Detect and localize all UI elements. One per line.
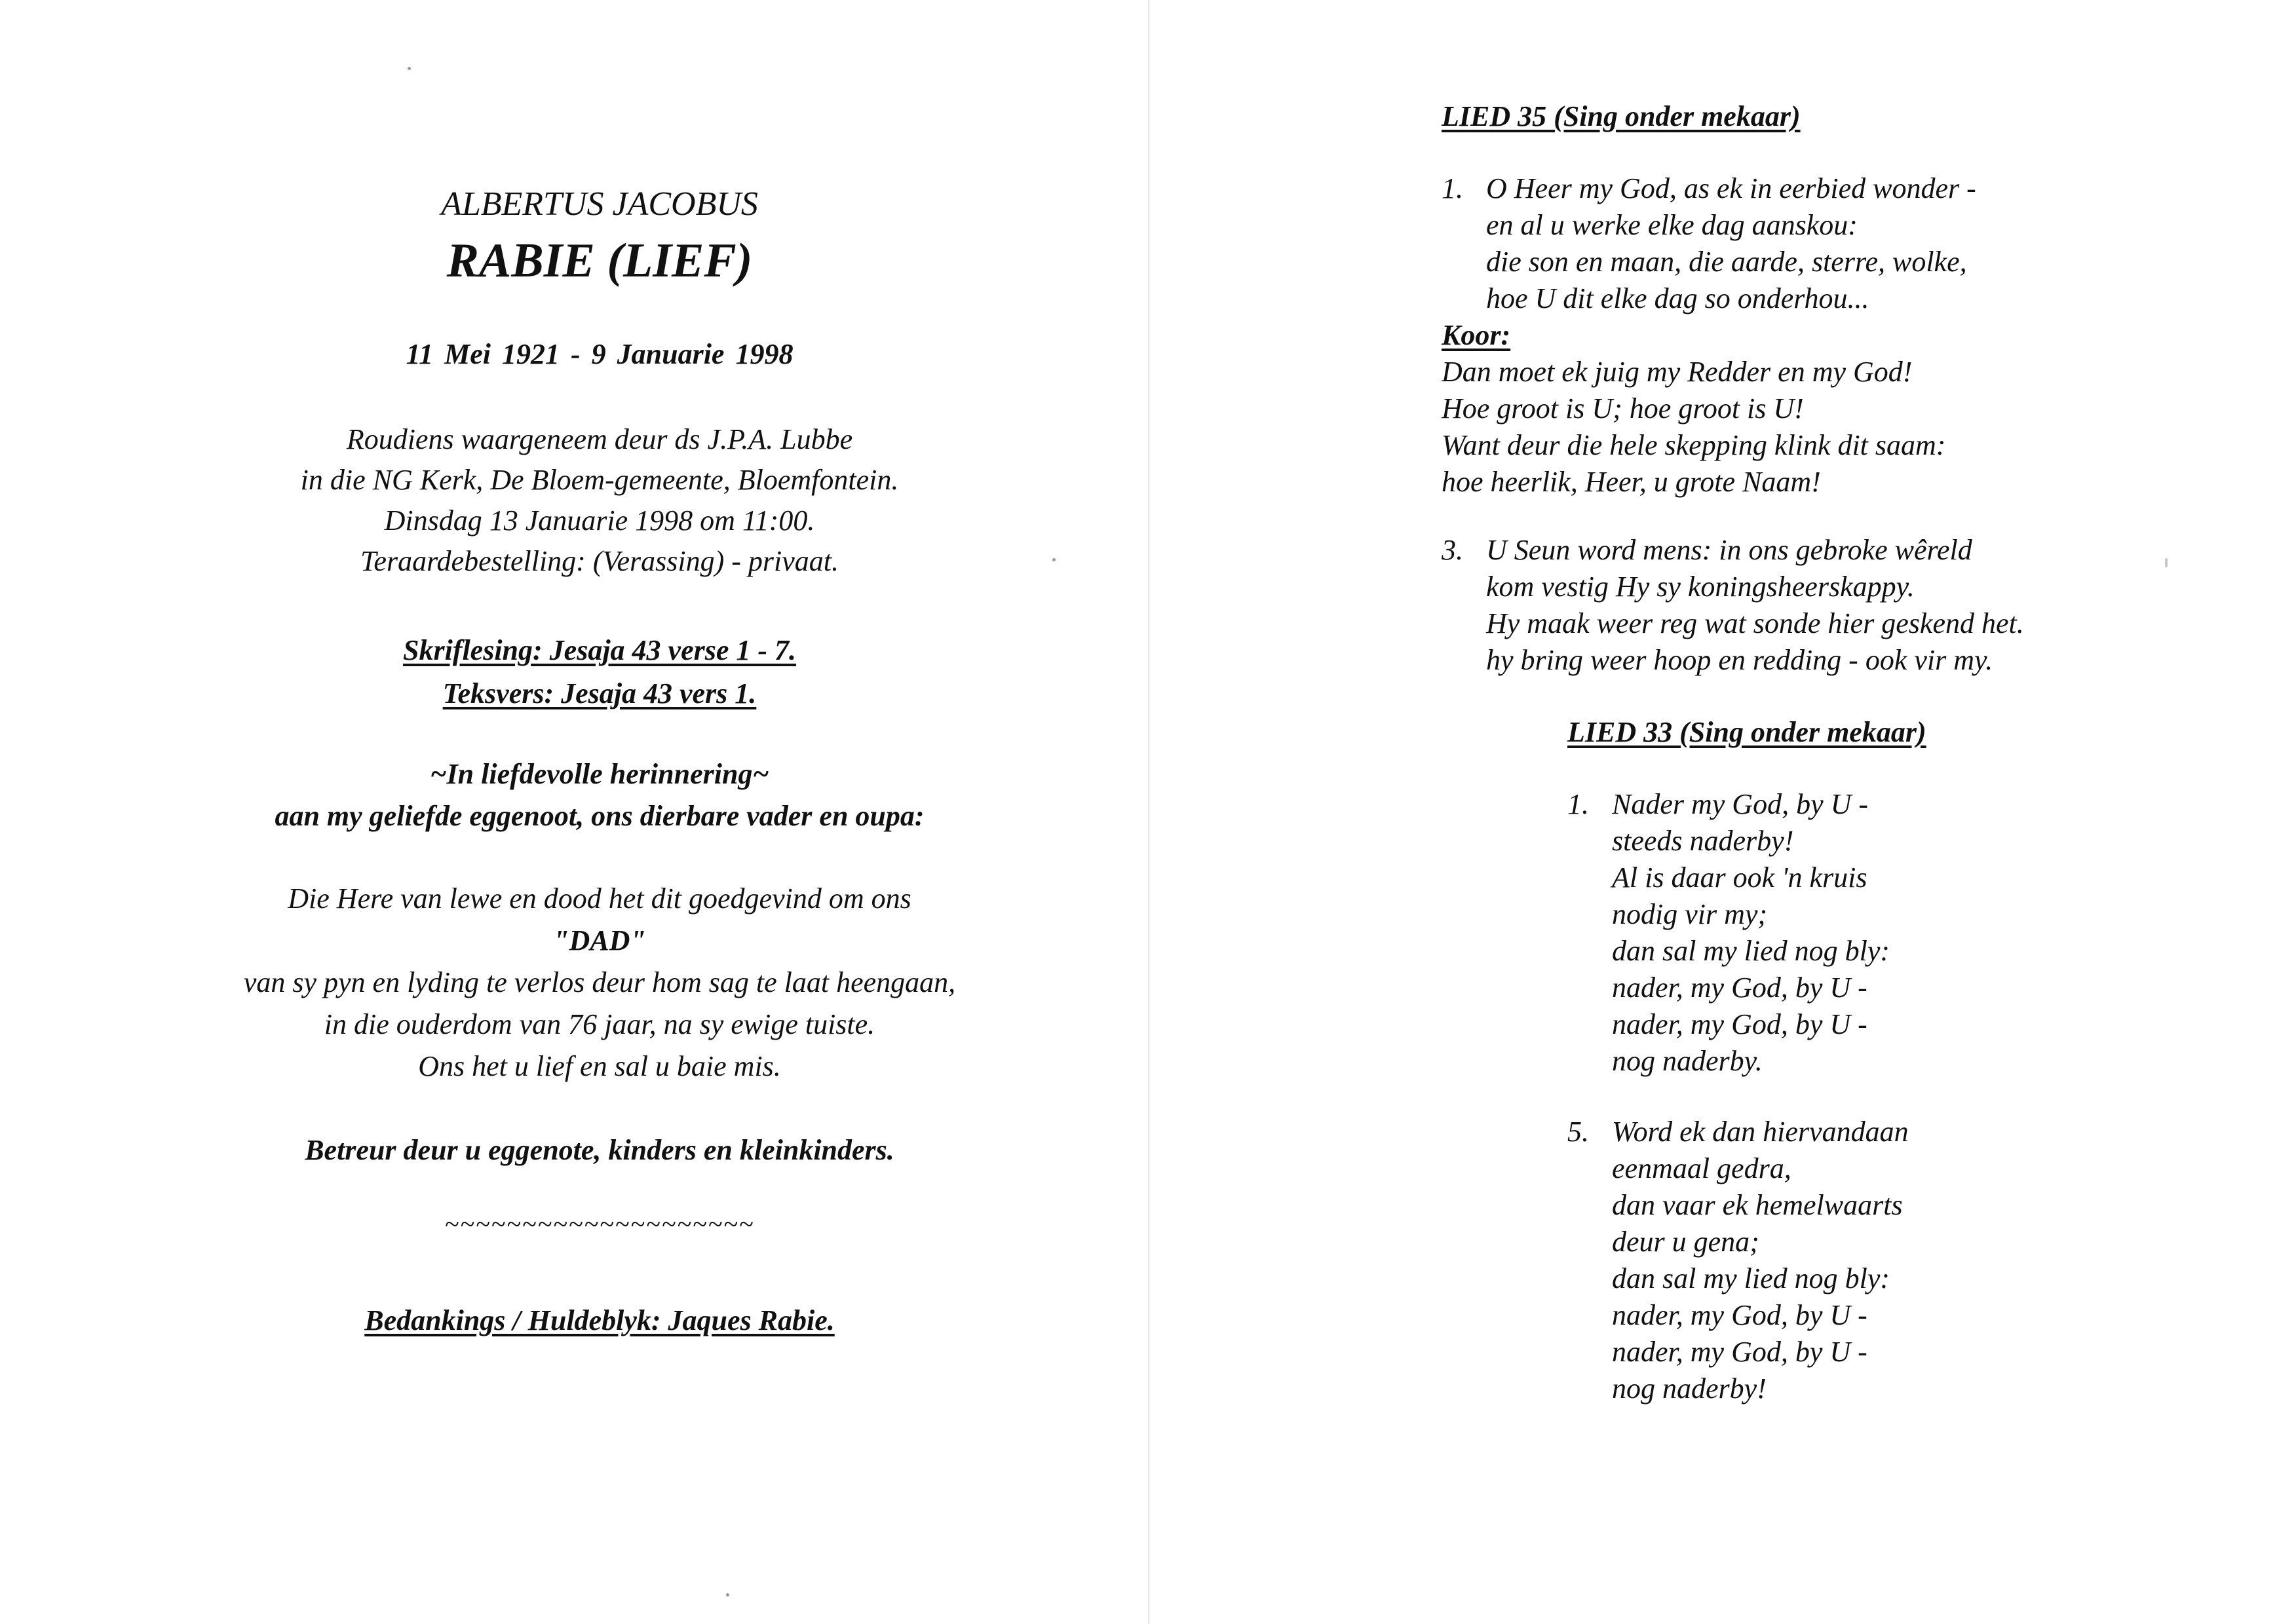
service-details [0, 419, 1199, 582]
mourned-by: Betreur deur u eggenote, kinders en kleinkinders. [305, 1134, 894, 1166]
scripture-reading: Skriflesing: Jesaja 43 verse 1 - 7. [402, 634, 797, 666]
service-line: Teraardebestelling: (Verassing) - privaat. [360, 545, 839, 577]
memory-title: ~In liefdevolle herinnering~ [430, 758, 769, 790]
verse-line: deur u gena; [1612, 1226, 1759, 1258]
verse-line: Al is daar ook 'n kruis [1612, 861, 1867, 894]
chorus-line: Hoe groot is U; hoe groot is U! [1442, 392, 1804, 425]
message-line: Die Here van lewe en dood het dit goedgevind om ons [288, 882, 911, 915]
scan-speck [1052, 558, 1056, 561]
verse-line: Nader my God, by U - [1612, 788, 1869, 820]
song2-heading: LIED 33 (Sing onder mekaar) [1567, 716, 1926, 748]
verse-line: steeds naderby! [1612, 825, 1794, 857]
verse-line: nog naderby. [1612, 1045, 1763, 1077]
song1-section [1442, 98, 1801, 135]
message-line: Ons het u lief en sal u baie mis. [418, 1050, 781, 1082]
life-dates: 11 Mei 1921 - 9 Januarie 1998 [406, 338, 794, 370]
verse-line: kom vestig Hy sy koningsheerskappy. [1486, 571, 1915, 603]
verse-line: O Heer my God, as ek in eerbied wonder - [1486, 172, 1976, 204]
verse-line: nader, my God, by U - [1612, 1336, 1867, 1368]
song1-verse1 [1442, 170, 1976, 500]
verse-line: nodig vir my; [1612, 898, 1768, 930]
deceased-surname: RABIE (LIEF) [446, 234, 753, 288]
text-verse: Teksvers: Jesaja 43 vers 1. [442, 677, 757, 709]
verse-number: 1. [1442, 172, 1463, 204]
verse-line: eenmaal gedra, [1612, 1152, 1791, 1184]
song2-verse5 [1567, 1114, 1909, 1407]
verse-line: en al u werke elke dag aanskou: [1486, 209, 1858, 241]
chorus-label: Koor: [1442, 319, 1511, 351]
service-line: Dinsdag 13 Januarie 1998 om 11:00. [384, 504, 815, 537]
verse-number: 3. [1442, 534, 1463, 566]
chorus-line: hoe heerlik, Heer, u grote Naam! [1442, 466, 1821, 498]
message-line: van sy pyn en lyding te verlos deur hom sag te laat heengaan, [243, 966, 956, 998]
memory-block [0, 753, 1199, 837]
verse-line: die son en maan, die aarde, sterre, wolke, [1486, 246, 1967, 278]
tribute-message [0, 878, 1199, 1087]
song1-heading: LIED 35 (Sing onder mekaar) [1442, 100, 1801, 132]
song2-verse1 [1567, 786, 1890, 1080]
message-line: in die ouderdom van 76 jaar, na sy ewige tuiste. [324, 1008, 875, 1040]
chorus-line: Want deur die hele skepping klink dit saam: [1442, 429, 1946, 461]
scripture-block [0, 629, 1199, 715]
verse-line: nader, my God, by U - [1612, 1299, 1867, 1331]
verse-line: hoe U dit elke dag so onderhou... [1486, 282, 1869, 314]
verse-line: dan vaar ek hemelwaarts [1612, 1189, 1903, 1221]
deceased-first-names: ALBERTUS JACOBUS [441, 185, 758, 223]
verse-line: hy bring weer hoop en redding - ook vir my. [1486, 644, 1993, 676]
message-line: "DAD" [553, 924, 646, 956]
chorus-line: Dan moet ek juig my Redder en my God! [1442, 356, 1913, 388]
song1-verse3 [1442, 532, 2024, 679]
verse-line: nader, my God, by U - [1612, 972, 1867, 1004]
scan-speck [726, 1593, 729, 1596]
verse-number: 5. [1567, 1116, 1589, 1148]
verse-line: dan sal my lied nog bly: [1612, 1262, 1890, 1294]
verse-line: nader, my God, by U - [1612, 1008, 1867, 1040]
song2-section [1567, 714, 1926, 751]
thanks-line: Bedankings / Huldeblyk: Jaques Rabie. [364, 1304, 835, 1336]
thanks-block [0, 1304, 1199, 1337]
verse-line: Word ek dan hiervandaan [1612, 1116, 1909, 1148]
service-line: Roudiens waargeneem deur ds J.P.A. Lubbe [346, 423, 853, 455]
service-line: in die NG Kerk, De Bloem-gemeente, Bloemfontein. [300, 464, 899, 496]
verse-number: 1. [1567, 788, 1589, 820]
divider: ~~~~~~~~~~~~~~~~~~~~ [444, 1209, 755, 1239]
verse-line: dan sal my lied nog bly: [1612, 935, 1890, 967]
verse-line: Hy maak weer reg wat sonde hier geskend het. [1486, 607, 2024, 639]
verse-line: U Seun word mens: in ons gebroke wêreld [1486, 534, 1972, 566]
scan-speck [408, 67, 411, 70]
verse-line: nog naderby! [1612, 1372, 1767, 1405]
memory-subtitle: aan my geliefde eggenoot, ons dierbare vader en oupa: [275, 800, 925, 832]
scan-speck [2165, 558, 2168, 567]
